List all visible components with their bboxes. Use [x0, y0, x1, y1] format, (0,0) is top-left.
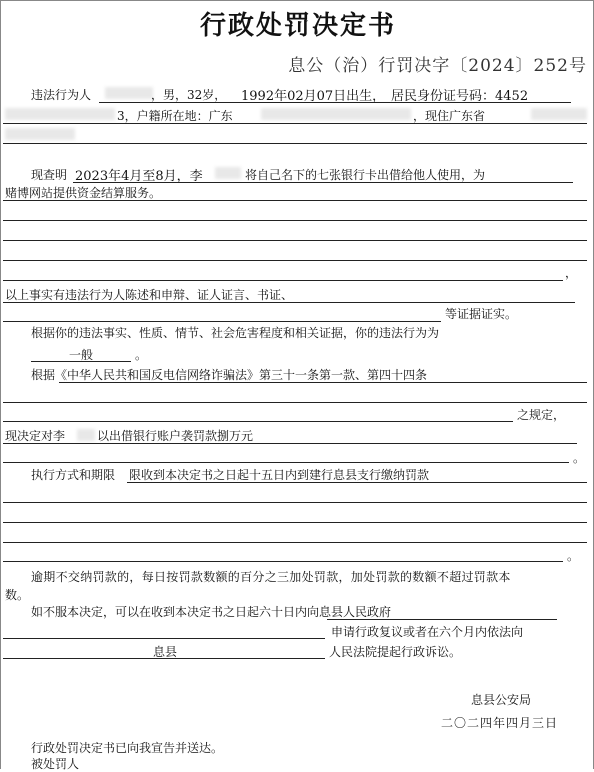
execution-label: 执行方式和期限	[31, 468, 116, 482]
underline	[3, 402, 587, 403]
party-sex-age: ，男，32岁，	[151, 88, 227, 102]
redacted-hometown	[261, 108, 411, 120]
document-title: 行政处罚决定书	[199, 11, 396, 41]
underline	[3, 421, 513, 422]
underline	[3, 502, 587, 503]
underline	[3, 302, 575, 303]
facts-line2: 赌博网站提供资金结算服务。	[5, 186, 162, 200]
overdue-notice: 逾期不交纳罚款的，每日按罚款数额的百分之三加处罚款，加处罚款的数额不超过罚款本	[31, 570, 511, 584]
underline	[3, 143, 587, 144]
decision-text: 以出借银行账户袭罚款捌万元	[97, 429, 254, 443]
underline	[3, 260, 587, 261]
execution-text: 限收到本决定书之日起十五日内到建行息县支行缴纳罚款	[129, 468, 430, 482]
issuing-authority: 息县公安局	[471, 693, 532, 707]
underline	[127, 482, 587, 483]
judgment-basis: 根据你的违法事实、性质、情节、社会危害程度和相关证据，你的违法行为为	[31, 326, 440, 340]
issue-date: 二〇二四年四月三日	[441, 716, 559, 730]
underline	[31, 361, 131, 362]
appeal-text-2: 申请行政复议或者在六个月内依法向	[331, 625, 524, 639]
redacted-name-2	[215, 167, 241, 179]
redacted-address	[531, 108, 587, 120]
facts-line1: 2023年4月至8月，李	[75, 169, 203, 184]
appeal-text-3: 人民法院提起行政诉讼。	[329, 645, 462, 659]
facts-intro: 现查明	[31, 168, 68, 182]
penalized-person-label: 被处罚人	[31, 757, 80, 771]
underline	[3, 638, 325, 639]
underline	[3, 220, 587, 221]
party-label: 违法行为人	[31, 88, 92, 102]
underline	[3, 280, 563, 281]
overdue-notice-2: 数。	[5, 588, 30, 602]
redacted-address-2	[5, 128, 75, 140]
decision-label: 现决定对李	[5, 429, 66, 443]
receipt-statement: 行政处罚决定书已向我宣告并送达。	[31, 741, 224, 755]
underline	[59, 382, 587, 383]
underline	[3, 443, 577, 444]
underline	[3, 542, 587, 543]
court-name: 息县	[153, 645, 178, 659]
decision-end: 。	[573, 451, 586, 465]
facts-line1b: 将自己名下的七张银行卡出借给他人使用，为	[245, 168, 486, 182]
violation-level: 一般	[69, 348, 94, 362]
underline	[3, 561, 563, 562]
appeal-text: 如不服本决定，可以在收到本决定书之日起六十日内向息县人民政府	[31, 605, 392, 619]
evidence-text: 以上事实有违法行为人陈述和申辩、证人证言、书证、	[5, 288, 294, 302]
underline	[3, 522, 587, 523]
facts-comma: ，	[565, 266, 578, 280]
underline	[3, 240, 587, 241]
document-number: 息公（治）行罚决字〔2024〕252号	[288, 56, 587, 76]
underline	[99, 102, 571, 103]
underline	[3, 658, 325, 659]
underline	[3, 123, 587, 124]
party-residence: ，现住广东省	[413, 109, 486, 123]
redacted-name	[105, 87, 153, 99]
underline	[3, 321, 441, 322]
evidence-tail: 等证据证实。	[445, 307, 518, 321]
underline	[327, 619, 557, 620]
level-period: 。	[135, 348, 148, 362]
redacted-name-3	[77, 429, 95, 441]
underline	[3, 200, 587, 201]
party-birth: 1992年02月07日出生，	[241, 89, 386, 104]
law-basis: 根据《中华人民共和国反电信网络诈骗法》第三十一条第一款、第四十四条	[31, 368, 428, 382]
underline	[3, 462, 569, 463]
redacted-id	[5, 108, 115, 120]
party-id-label: 居民身份证号码：4452	[391, 89, 529, 104]
party-id-tail: 3，户籍所在地：广东	[117, 109, 233, 123]
law-tail: 之规定，	[517, 408, 566, 422]
execution-end: 。	[567, 549, 580, 563]
underline	[73, 182, 573, 183]
